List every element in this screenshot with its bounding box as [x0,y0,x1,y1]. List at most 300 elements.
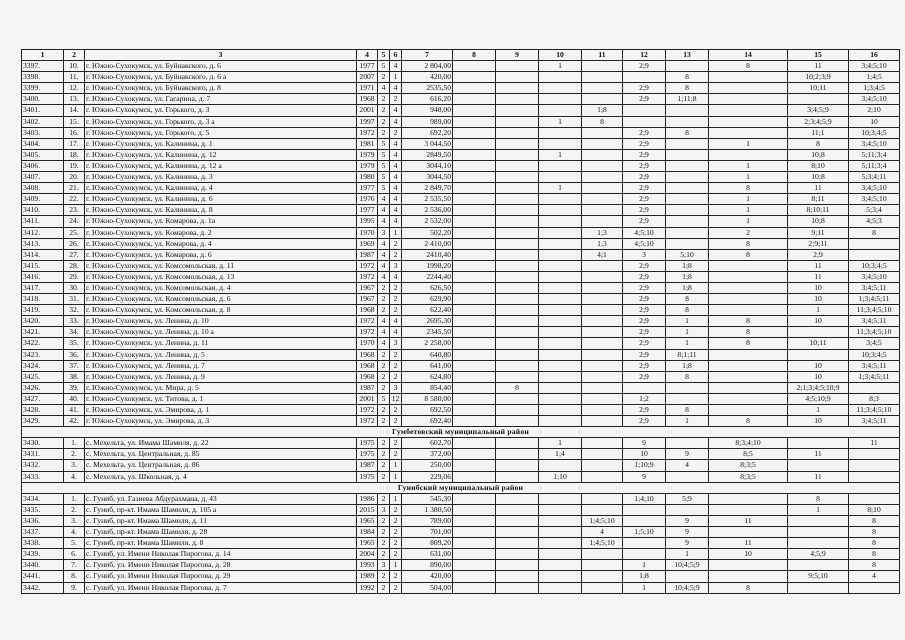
table-cell: 2;9 [623,172,666,183]
table-cell: 2 [390,416,402,427]
section-row [22,427,900,438]
header-row [22,50,900,61]
table-cell [709,393,788,404]
table-cell: 3;4;5;9 [788,105,849,116]
table-cell: 1989 [357,571,378,582]
table-cell [539,294,582,305]
table-cell: 35. [64,338,85,349]
table-cell: 989,00 [402,116,453,127]
table-cell: 2 [390,360,402,371]
table-cell [453,105,496,116]
table-cell [453,538,496,549]
table-cell: 10;3;4;5 [849,127,900,138]
table-cell: 3426. [22,382,64,393]
table-cell: 4 [390,149,402,160]
table-cell [582,438,623,449]
table-cell: 10 [623,449,666,460]
table-cell: 4 [378,238,390,249]
table-cell [709,504,788,515]
table-cell: 11. [64,72,85,83]
table-cell: 8;11 [788,194,849,205]
table-cell: 10 [788,316,849,327]
table-cell: 4;5;10;9 [788,393,849,404]
table-cell: 3 [623,249,666,260]
table-cell [582,460,623,471]
table-cell: 2 535,50 [402,194,453,205]
section-title: Гумбетовский муниципальный район [22,427,900,438]
table-cell: 1 [666,549,709,560]
table-cell: 4 [378,260,390,271]
table-cell: 3424. [22,360,64,371]
table-cell [496,205,539,216]
table-cell [709,83,788,94]
table-cell: 11 [788,271,849,282]
table-cell [623,105,666,116]
table-cell: 2 [378,116,390,127]
table-cell: 8;10;11 [788,205,849,216]
table-cell: 1998,20 [402,260,453,271]
table-cell: 2 [378,72,390,83]
table-cell: 2;9 [623,94,666,105]
table-cell: 5;11;3;4 [849,149,900,160]
table-row [22,416,900,427]
table-cell: 2 [390,449,402,460]
table-cell [453,416,496,427]
table-cell: 2 804,00 [402,61,453,72]
table-cell: 2;9 [623,149,666,160]
table-cell: 3400. [22,94,64,105]
table-cell: 1 [390,560,402,571]
table-cell [539,360,582,371]
table-cell: 2 [378,416,390,427]
table-cell: 948,00 [402,105,453,116]
table-cell: 3;4;5 [849,338,900,349]
table-cell [453,527,496,538]
table-cell [539,305,582,316]
column-header: 6 [390,50,402,61]
table-cell: 2;9 [623,83,666,94]
table-cell: 1979 [357,149,378,160]
table-cell: 1968 [357,94,378,105]
table-cell: 2 532,00 [402,216,453,227]
table-cell: 3 044,50 [402,138,453,149]
table-cell: 1 [623,582,666,593]
table-cell [709,527,788,538]
table-cell: 1;5;10 [623,527,666,538]
table-cell [539,316,582,327]
table-cell: 12 [390,393,402,404]
table-cell [496,527,539,538]
table-cell: 1967 [357,294,378,305]
table-cell: 1968 [357,371,378,382]
table-cell: г. Южно-Сухокумск, ул. Эмирова, д. 3 [85,416,357,427]
table-cell: 21. [64,183,85,194]
table-cell [539,72,582,83]
table-cell: 250,00 [402,460,453,471]
table-cell: 10 [788,360,849,371]
table-cell: 8 [666,127,709,138]
table-cell: 3;4;5;11 [849,416,900,427]
table-cell [539,94,582,105]
table-cell: 1;10 [539,471,582,482]
table-cell: 8 [666,294,709,305]
table-cell [582,282,623,293]
table-cell: 2;9 [623,294,666,305]
table-row [22,138,900,149]
table-cell: 3401. [22,105,64,116]
table-cell: 3418. [22,294,64,305]
table-cell: 2;9 [623,138,666,149]
table-cell: 4 [390,205,402,216]
table-cell: 3411. [22,216,64,227]
table-cell: 1;10;9 [623,460,666,471]
table-cell: 30. [64,282,85,293]
column-header: 8 [453,50,496,61]
table-row [22,571,900,582]
table-cell: 8 [496,382,539,393]
table-cell: 2 [378,349,390,360]
table-cell [788,438,849,449]
table-cell [453,83,496,94]
table-cell: 5;3;4;11 [849,172,900,183]
table-cell: г. Южно-Сухокумск, ул. Калинина, д. 12 а [85,160,357,171]
table-cell: 4 [390,160,402,171]
table-cell: 3408. [22,183,64,194]
table-cell: 2 [378,582,390,593]
table-cell [582,360,623,371]
table-row [22,449,900,460]
table-cell: 8;1;11 [666,349,709,360]
table-cell: 1;8 [666,282,709,293]
table-cell: 2849,50 [402,149,453,160]
table-cell: 3437. [22,527,64,538]
table-cell: 2345,50 [402,327,453,338]
table-cell: 3044,10 [402,160,453,171]
table-cell: 1;3;4;5;11 [849,294,900,305]
table-row [22,382,900,393]
table-cell: 1997 [357,116,378,127]
table-cell: г. Южно-Сухокумск, ул. Комарова, д. 6 [85,249,357,260]
table-cell [582,549,623,560]
table-cell: г. Южно-Сухокумск, ул. Комарова, д. 1а [85,216,357,227]
table-cell: 1 [666,316,709,327]
table-cell: 3402. [22,116,64,127]
table-cell: 2 [390,371,402,382]
table-cell: 1 [666,416,709,427]
table-cell [453,338,496,349]
table-cell: 11 [788,471,849,482]
table-cell: 1968 [357,349,378,360]
table-cell: 1975 [357,438,378,449]
table-row [22,205,900,216]
table-cell: 9;5;10 [788,571,849,582]
table-row [22,515,900,526]
table-cell: с. Гуниб, пр-кт. Имама Шамиля, д. 11 [85,515,357,526]
table-cell: 3397. [22,61,64,72]
table-cell: 32. [64,305,85,316]
table-cell: 789,00 [402,515,453,526]
table-cell: 5;10 [666,249,709,260]
table-cell: 8 [666,305,709,316]
table-cell [453,205,496,216]
table-cell [496,61,539,72]
table-cell: 1965 [357,538,378,549]
table-row [22,294,900,305]
table-cell: 8 [709,249,788,260]
table-cell: 8 [849,538,900,549]
table-cell: 3;4;5;10 [849,183,900,194]
table-cell: 8 [709,582,788,593]
table-cell [453,61,496,72]
table-cell: 504,00 [402,582,453,593]
table-cell [709,493,788,504]
table-cell: г. Южно-Сухокумск, ул. Мира, д. 5 [85,382,357,393]
table-cell: 3;4;5;11 [849,282,900,293]
table-cell [496,471,539,482]
table-cell: 10 [788,371,849,382]
table-cell: 1975 [357,471,378,482]
table-cell: 1 [539,61,582,72]
table-cell: 10 [788,294,849,305]
table-cell: 692,20 [402,127,453,138]
table-cell [709,560,788,571]
table-cell: 4 [390,327,402,338]
table-row [22,460,900,471]
table-cell: 3419. [22,305,64,316]
table-cell [453,571,496,582]
table-cell [709,571,788,582]
table-cell: 2 [378,105,390,116]
table-cell [539,105,582,116]
table-cell: 34. [64,327,85,338]
table-row [22,194,900,205]
table-cell: 9. [64,582,85,593]
table-cell: 1972 [357,260,378,271]
table-cell: 3405. [22,149,64,160]
table-cell: 4 [390,116,402,127]
table-cell [496,405,539,416]
table-cell [496,371,539,382]
table-cell [496,105,539,116]
table-cell: г. Южно-Сухокумск, ул. Горького, д. 3 [85,105,357,116]
table-cell: 2;9 [623,61,666,72]
table-cell: 10 [788,416,849,427]
table-cell: 2 [390,238,402,249]
table-cell: 4 [390,105,402,116]
table-cell: 4 [390,183,402,194]
table-cell: 38. [64,371,85,382]
table-cell: 1977 [357,205,378,216]
table-cell: 1;8 [623,571,666,582]
table-cell: 8 [709,316,788,327]
table-cell: 545,30 [402,493,453,504]
table-cell: 4 [390,138,402,149]
table-cell [496,504,539,515]
table-row [22,582,900,593]
table-cell: 13. [64,94,85,105]
table-cell: 1993 [357,560,378,571]
table-cell: 9 [623,438,666,449]
column-header: 1 [22,50,64,61]
table-cell: 5;3;4 [849,205,900,216]
table-cell: 4;1 [582,249,623,260]
table-cell: г. Южно-Сухокумск, ул. Ленина, д. 10 [85,316,357,327]
table-cell: 3427. [22,393,64,404]
table-cell: 3;4;5;10 [849,61,900,72]
table-cell: г. Южно-Сухокумск, ул. Калинина, д. 12 [85,149,357,160]
table-cell: 8;3;4;10 [709,438,788,449]
table-body [22,50,900,594]
table-cell: г. Южно-Сухокумск, ул. Калинина, д. 6 [85,194,357,205]
table-cell: 1;4;5;10 [582,515,623,526]
table-cell: 1;8 [666,260,709,271]
table-cell: 3413. [22,238,64,249]
table-cell [788,515,849,526]
table-cell: 2 [378,493,390,504]
table-cell [666,61,709,72]
table-row [22,504,900,515]
table-cell: 2;9 [623,271,666,282]
table-cell: 890,00 [402,560,453,571]
table-cell: 5;9 [666,493,709,504]
table-cell: 2 [378,515,390,526]
table-cell: 9 [666,515,709,526]
table-cell: г. Южно-Сухокумск, ул. Комсомольская, д. 8 [85,305,357,316]
table-cell [788,527,849,538]
table-cell: с. Гуниб, ул. Имени Николая Пирогова, д. 14 [85,549,357,560]
table-cell: 3433. [22,471,64,482]
column-header: 10 [539,50,582,61]
table-cell: г. Южно-Сухокумск, ул. Горького, д. 5 [85,127,357,138]
table-cell [582,260,623,271]
table-cell: 854,40 [402,382,453,393]
table-cell: 2. [64,504,85,515]
table-cell [582,471,623,482]
table-cell [788,94,849,105]
table-cell [496,538,539,549]
table-cell: 1969 [357,238,378,249]
table-cell: 1 [709,172,788,183]
table-cell: с. Мехельта, ул. Центральная, д. 85 [85,449,357,460]
table-cell: 1 380,50 [402,504,453,515]
table-cell [496,460,539,471]
table-cell [453,116,496,127]
table-cell [666,471,709,482]
table-cell: 23. [64,205,85,216]
table-cell [623,116,666,127]
table-cell: 2;9 [623,305,666,316]
table-cell: г. Южно-Сухокумск, ул. Буйнакского, д. 6 а [85,72,357,83]
table-cell: 5 [378,393,390,404]
table-cell: 3. [64,460,85,471]
table-cell: 2 [390,527,402,538]
column-header: 3 [85,50,357,61]
table-cell [709,371,788,382]
table-cell: 2001 [357,393,378,404]
table-cell: 1 [709,160,788,171]
table-cell: 4 [378,338,390,349]
table-cell [453,294,496,305]
table-cell: 1. [64,493,85,504]
table-cell: 9 [666,449,709,460]
table-cell [539,327,582,338]
table-cell: 3436. [22,515,64,526]
table-cell [582,149,623,160]
table-cell: 3. [64,515,85,526]
table-cell [582,393,623,404]
table-cell [496,94,539,105]
table-cell [496,582,539,593]
table-cell: 1965 [357,515,378,526]
table-cell: 2 [378,127,390,138]
table-cell: 3442. [22,582,64,593]
table-cell: 4 [378,271,390,282]
table-cell [453,560,496,571]
table-cell: 7. [64,560,85,571]
table-cell: г. Южно-Сухокумск, ул. Комарова, д. 4 [85,238,357,249]
table-cell: 3;4;5;11 [849,316,900,327]
table-cell: 4 [582,527,623,538]
table-cell [582,571,623,582]
table-cell: 3 [390,338,402,349]
table-cell: 3416. [22,271,64,282]
table-cell: 1 [539,116,582,127]
table-cell: 2244,40 [402,271,453,282]
table-cell: 2;9 [623,371,666,382]
table-cell [539,460,582,471]
document-sheet [21,49,900,594]
table-cell [453,382,496,393]
table-cell: 2 410,00 [402,238,453,249]
table-cell [582,83,623,94]
table-cell [582,327,623,338]
table-cell: 2 [390,438,402,449]
table-cell: г. Южно-Сухокумск, ул. Комсомольская, д. 4 [85,282,357,293]
table-cell [788,582,849,593]
table-cell: 1 [390,460,402,471]
table-cell: 5 [378,61,390,72]
table-cell: 2 [390,405,402,416]
table-cell: 2 [378,538,390,549]
table-cell [539,371,582,382]
table-cell: 4 [390,83,402,94]
table-cell [666,205,709,216]
table-cell: 1995 [357,216,378,227]
table-cell: 3414. [22,249,64,260]
table-cell: 2 [378,371,390,382]
table-cell: 1979 [357,160,378,171]
table-row [22,349,900,360]
table-cell: 8 [666,83,709,94]
table-cell: г. Южно-Сухокумск, ул. Ленина, д. 10 а [85,327,357,338]
table-cell: 5. [64,538,85,549]
table-cell [496,172,539,183]
table-cell: 9;11 [788,227,849,238]
table-row [22,127,900,138]
table-cell: 2;9 [623,338,666,349]
table-cell: 36. [64,349,85,360]
table-cell: 4;5;3 [849,216,900,227]
table-cell: 3435. [22,504,64,515]
table-cell [709,294,788,305]
table-cell: 10;4;5;9 [666,560,709,571]
table-cell [453,349,496,360]
table-cell [496,393,539,404]
table-cell [539,249,582,260]
table-cell: 25. [64,227,85,238]
table-cell [666,227,709,238]
table-cell [666,138,709,149]
